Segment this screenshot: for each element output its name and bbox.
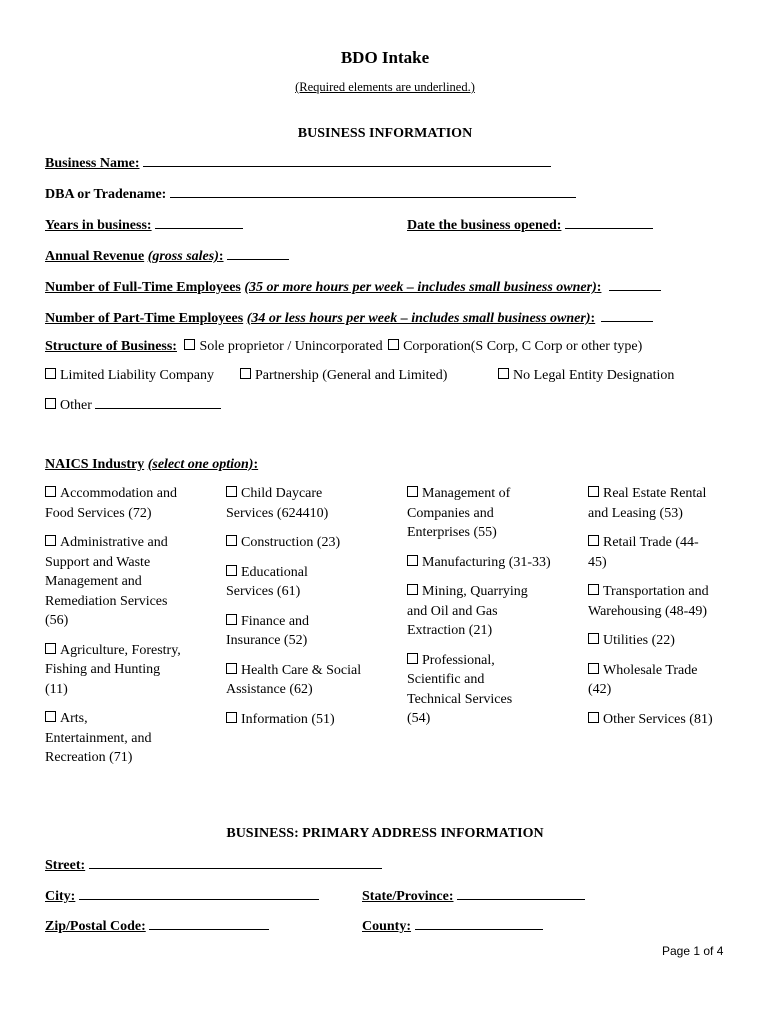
naics-option[interactable] bbox=[588, 710, 733, 730]
city-label: City: bbox=[45, 889, 76, 904]
naics-column-3 bbox=[407, 484, 552, 729]
naics-option-label: Retail Trade (44-45) bbox=[588, 535, 699, 570]
subtitle: (Required elements are underlined.) bbox=[295, 80, 475, 94]
naics-checkbox[interactable] bbox=[226, 614, 237, 625]
naics-checkbox[interactable] bbox=[407, 555, 418, 566]
naics-checkbox[interactable] bbox=[226, 663, 237, 674]
parttime-colon: : bbox=[590, 311, 596, 326]
naics-checkbox[interactable] bbox=[588, 535, 599, 546]
revenue-field[interactable] bbox=[227, 248, 289, 260]
fulltime-field[interactable] bbox=[609, 279, 661, 291]
checkbox-corporation[interactable] bbox=[388, 339, 399, 350]
revenue-colon: : bbox=[218, 249, 224, 264]
naics-option-label: Utilities (22) bbox=[603, 633, 675, 648]
naics-option-label: Finance and Insurance (52) bbox=[226, 613, 310, 648]
naics-option[interactable] bbox=[226, 563, 336, 602]
dba-label: DBA or Tradename: bbox=[45, 187, 167, 202]
business-info-heading: BUSINESS INFORMATION bbox=[297, 126, 473, 141]
naics-checkbox[interactable] bbox=[407, 584, 418, 595]
city-field[interactable] bbox=[79, 888, 319, 900]
naics-option-label: Accommodation and Food Services (72) bbox=[45, 486, 178, 521]
county-label: County: bbox=[362, 919, 412, 934]
naics-checkbox[interactable] bbox=[407, 653, 418, 664]
page-title: BDO Intake bbox=[340, 48, 430, 67]
state-label: State/Province: bbox=[362, 889, 454, 904]
naics-option[interactable] bbox=[588, 631, 733, 651]
naics-option[interactable] bbox=[407, 553, 552, 573]
business-name-row bbox=[45, 155, 551, 172]
zip-field[interactable] bbox=[149, 918, 269, 930]
naics-checkbox[interactable] bbox=[45, 643, 56, 654]
fulltime-colon: : bbox=[596, 280, 602, 295]
street-row bbox=[45, 857, 382, 874]
naics-option[interactable] bbox=[45, 709, 165, 768]
naics-option-label: Construction (23) bbox=[241, 535, 341, 550]
naics-checkbox[interactable] bbox=[226, 712, 237, 723]
revenue-note: (gross sales) bbox=[147, 249, 219, 264]
structure-option-partnership: Partnership (General and Limited) bbox=[255, 368, 448, 383]
naics-option-label: Wholesale Trade (42) bbox=[588, 662, 698, 697]
naics-checkbox[interactable] bbox=[45, 535, 56, 546]
structure-label: Structure of Business: bbox=[45, 339, 177, 354]
naics-option-label: Health Care & Social Assistance (62) bbox=[226, 662, 362, 697]
page-number: Page 1 of 4 bbox=[662, 944, 724, 958]
naics-checkbox[interactable] bbox=[226, 535, 237, 546]
naics-option-label: Educational Services (61) bbox=[226, 564, 308, 599]
structure-row bbox=[45, 339, 642, 355]
fulltime-label: Number of Full-Time Employees bbox=[45, 280, 241, 295]
years-row bbox=[45, 217, 243, 234]
checkbox-llc[interactable] bbox=[45, 368, 56, 379]
years-label: Years in business: bbox=[45, 218, 152, 233]
naics-column-1 bbox=[45, 484, 185, 768]
city-row bbox=[45, 888, 319, 905]
naics-checkbox[interactable] bbox=[407, 486, 418, 497]
structure-option-llc-row bbox=[45, 368, 214, 384]
dba-row bbox=[45, 186, 576, 203]
naics-checkbox[interactable] bbox=[226, 486, 237, 497]
state-row bbox=[362, 888, 585, 905]
street-field[interactable] bbox=[89, 857, 382, 869]
naics-option-label: Arts, Entertainment, and Recreation (71) bbox=[45, 711, 152, 765]
naics-option-label: Transportation and Warehousing (48-49) bbox=[588, 584, 709, 619]
naics-option[interactable] bbox=[588, 484, 723, 523]
naics-note: (select one option) bbox=[147, 457, 254, 472]
checkbox-partnership[interactable] bbox=[240, 368, 251, 379]
structure-option-corporation: Corporation(S Corp, C Corp or other type) bbox=[403, 339, 643, 354]
naics-checkbox[interactable] bbox=[45, 486, 56, 497]
naics-option[interactable] bbox=[407, 582, 547, 641]
checkbox-other-structure[interactable] bbox=[45, 398, 56, 409]
business-name-field[interactable] bbox=[143, 155, 551, 167]
naics-option-label: Real Estate Rental and Leasing (53) bbox=[588, 486, 707, 521]
naics-option-label: Information (51) bbox=[241, 711, 335, 727]
naics-option[interactable] bbox=[588, 661, 718, 700]
naics-option[interactable] bbox=[588, 582, 728, 621]
structure-option-partnership-row bbox=[240, 368, 447, 384]
zip-label: Zip/Postal Code: bbox=[45, 919, 146, 934]
naics-option[interactable] bbox=[45, 641, 185, 700]
state-field[interactable] bbox=[457, 888, 585, 900]
naics-option[interactable] bbox=[45, 484, 185, 523]
naics-option[interactable] bbox=[407, 651, 532, 729]
naics-checkbox[interactable] bbox=[588, 584, 599, 595]
naics-heading bbox=[45, 457, 258, 473]
naics-checkbox[interactable] bbox=[588, 712, 599, 723]
structure-option-other: Other bbox=[60, 398, 92, 413]
parttime-field[interactable] bbox=[601, 310, 653, 322]
naics-column-4 bbox=[588, 484, 733, 729]
structure-option-llc: Limited Liability Company bbox=[60, 368, 214, 383]
naics-option-label: Agriculture, Forestry, Fishing and Hunting (11) bbox=[45, 642, 181, 697]
structure-option-sole-proprietor: Sole proprietor / Unincorporated bbox=[199, 339, 383, 354]
street-label: Street: bbox=[45, 858, 86, 873]
zip-row bbox=[45, 918, 269, 935]
naics-option[interactable] bbox=[226, 661, 371, 700]
naics-option[interactable] bbox=[226, 612, 336, 651]
years-field[interactable] bbox=[155, 217, 243, 229]
other-structure-field[interactable] bbox=[95, 397, 221, 409]
dba-field[interactable] bbox=[170, 186, 576, 198]
parttime-label: Number of Part-Time Employees bbox=[45, 311, 244, 326]
parttime-row bbox=[45, 310, 653, 327]
revenue-row bbox=[45, 248, 289, 265]
structure-option-no-entity-row bbox=[498, 368, 674, 384]
naics-option[interactable] bbox=[407, 484, 532, 543]
checkbox-no-entity[interactable] bbox=[498, 368, 509, 379]
naics-checkbox[interactable] bbox=[588, 663, 599, 674]
county-row bbox=[362, 918, 543, 935]
naics-option-label: Professional, Scientific and Technical Services (54) bbox=[407, 652, 513, 726]
naics-option[interactable] bbox=[588, 533, 713, 572]
structure-option-other-row bbox=[45, 397, 221, 414]
naics-option-label: Other Services (81) bbox=[603, 711, 713, 727]
naics-option[interactable] bbox=[226, 484, 348, 523]
naics-checkbox[interactable] bbox=[45, 711, 56, 722]
fulltime-note: (35 or more hours per week – includes small business owner) bbox=[244, 280, 597, 295]
naics-label: NAICS Industry bbox=[45, 457, 145, 472]
naics-checkbox[interactable] bbox=[588, 633, 599, 644]
structure-option-no-entity: No Legal Entity Designation bbox=[513, 368, 675, 383]
checkbox-sole-proprietor[interactable] bbox=[184, 339, 195, 350]
naics-checkbox[interactable] bbox=[588, 486, 599, 497]
date-opened-field[interactable] bbox=[565, 217, 653, 229]
naics-colon: : bbox=[253, 457, 259, 472]
naics-column-2 bbox=[226, 484, 376, 729]
naics-option[interactable] bbox=[226, 710, 376, 730]
naics-option-label: Administrative and Support and Waste Management and Remediation Services (56) bbox=[45, 535, 168, 628]
naics-option-label: Management of Companies and Enterprises (55) bbox=[407, 486, 511, 540]
address-heading: BUSINESS: PRIMARY ADDRESS INFORMATION bbox=[226, 826, 544, 841]
naics-option-label: Mining, Quarrying and Oil and Gas Extraction (21) bbox=[407, 584, 528, 638]
fulltime-row bbox=[45, 279, 661, 296]
date-opened-row bbox=[407, 217, 653, 234]
naics-option[interactable] bbox=[45, 533, 185, 631]
naics-option[interactable] bbox=[226, 533, 376, 553]
naics-option-label: Child Daycare Services (624410) bbox=[226, 486, 329, 521]
naics-option-label: Manufacturing (31-33) bbox=[422, 554, 551, 570]
county-field[interactable] bbox=[415, 918, 543, 930]
naics-checkbox[interactable] bbox=[226, 565, 237, 576]
business-name-label: Business Name: bbox=[45, 156, 140, 171]
parttime-note: (34 or less hours per week – includes small business owner) bbox=[246, 311, 591, 326]
revenue-label: Annual Revenue bbox=[45, 249, 145, 264]
date-opened-label: Date the business opened: bbox=[407, 218, 562, 233]
